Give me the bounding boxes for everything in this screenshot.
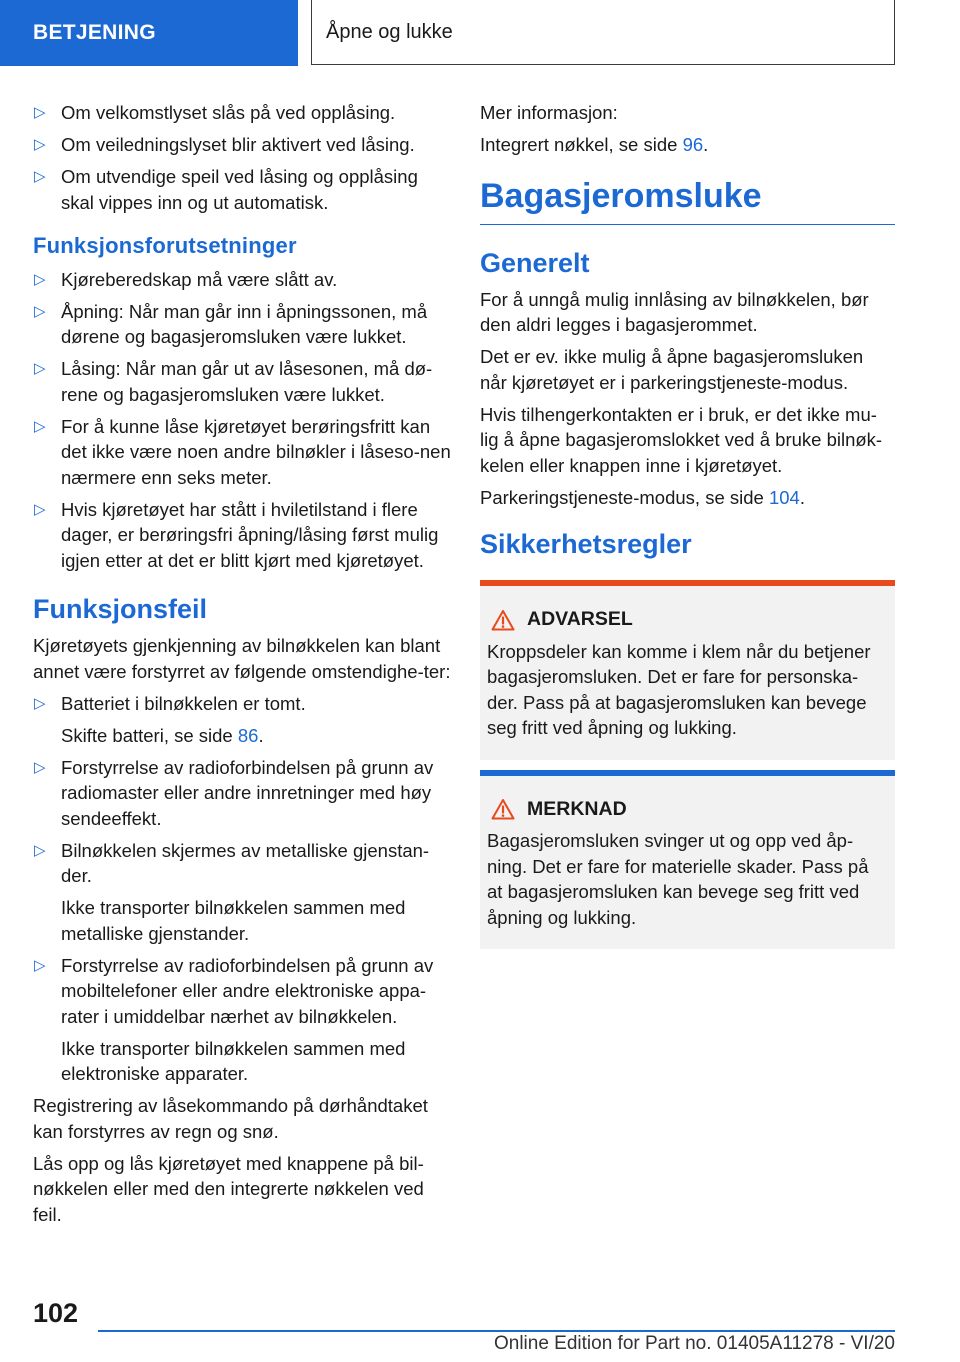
- triangle-bullet-icon: ▷: [34, 758, 46, 776]
- list-item: ▷ Kjøreberedskap må være slått av.: [33, 267, 451, 293]
- cross-reference: Integrert nøkkel, se side 96.: [480, 134, 709, 155]
- intro-list: [33, 100, 451, 215]
- paragraph: Registrering av låsekommando på dørhåndtaket kan forstyrres av regn og snø.: [33, 1095, 428, 1142]
- list-item: ▷ Batteriet i bilnøkkelen er tomt. Skifte batteri, se side 86.: [33, 691, 451, 749]
- triangle-bullet-icon: ▷: [34, 417, 46, 435]
- paragraph: Hvis tilhengerkontakten er i bruk, er det ikke mu‐lig å åpne bagasjeromslokket ved å bruke bilnøk‐kelen eller knappen inne i kjøretøyet.: [480, 403, 883, 476]
- sub-note: Ikke transporter bilnøkkelen sammen med elektroniske apparater.: [61, 1037, 406, 1084]
- warning-triangle-icon: [491, 609, 515, 631]
- notice-text: Bagasjeromsluken svinger ut og opp ved åp‐ning. Det er fare for materielle skader. Pass på at bagasjeromsluken kan bevege seg fritt ved åpning og lukking.: [487, 830, 869, 928]
- list-item: ▷ Om veiledningslyset blir aktivert ved låsing.: [33, 132, 451, 158]
- page-link[interactable]: 86: [237, 724, 259, 746]
- list-item: ▷ Forstyrrelse av radioforbindelsen på grunn av radiomaster eller andre innretninger med høy sendeeffekt.: [34, 756, 434, 829]
- list-item: ▷ Åpning: Når man går inn i åpningssonen, må dørene og bagasjeromsluken være lukket.: [34, 300, 428, 347]
- warning-text: Kroppsdeler kan komme i klem når du betjener bagasjeromsluken. Det er fare for personska‐der. Pass på at bagasjeromsluken kan bevege seg fritt ved åpning og lukking.: [487, 640, 871, 738]
- paragraph: Lås opp og lås kjøretøyet med knappene på bil‐nøkkelen eller med den integrerte nøkkelen ved feil.: [33, 1152, 424, 1225]
- triangle-bullet-icon: ▷: [34, 270, 46, 288]
- malfunction-intro: Kjøretøyets gjenkjenning av bilnøkkelen kan blant annet være forstyrret av følgende omstendighe‐ter:: [33, 635, 451, 682]
- edition-footer: Online Edition for Part no. 01405A11278 - VI/20: [493, 1333, 895, 1354]
- right-column: [480, 100, 895, 959]
- section-heading: Bagasjeromsluke: [480, 174, 895, 225]
- warning-box: [480, 580, 895, 760]
- general-heading: Generelt: [480, 247, 590, 278]
- notice-triangle-icon: [491, 798, 515, 820]
- triangle-bullet-icon: ▷: [34, 136, 46, 153]
- prerequisites-heading: Funksjonsforutsetninger: [33, 233, 297, 258]
- chapter-title: Åpne og lukke: [311, 0, 895, 65]
- safety-heading: Sikkerhetsregler: [480, 529, 692, 559]
- triangle-bullet-icon: ▷: [34, 500, 46, 518]
- malfunction-list: [33, 691, 451, 1087]
- cross-reference: Parkeringstjeneste-modus, se side 104.: [480, 486, 805, 508]
- paragraph: For å unngå mulig innlåsing av bilnøkkelen, bør den aldri legges i bagasjerommet.: [480, 288, 869, 335]
- page-header: [0, 0, 960, 66]
- paragraph: Det er ev. ikke mulig å åpne bagasjeromsluken når kjøretøyet er i parkeringstjeneste-modus.: [480, 346, 864, 393]
- triangle-bullet-icon: ▷: [34, 956, 46, 974]
- list-item: ▷ Om velkomstlyset slås på ved opplåsing.: [33, 100, 451, 126]
- more-info-label: Mer informasjon:: [480, 102, 618, 123]
- page-number: 102: [33, 1298, 79, 1328]
- triangle-bullet-icon: ▷: [34, 694, 46, 712]
- sub-note: Ikke transporter bilnøkkelen sammen med metalliske gjenstander.: [61, 897, 406, 944]
- malfunction-heading: Funksjonsfeil: [33, 594, 208, 624]
- left-column: [33, 100, 451, 1234]
- warning-title: ADVARSEL: [487, 607, 887, 633]
- list-item: ▷ Om utvendige speil ved låsing og opplåsing skal vippes inn og ut automatisk.: [34, 166, 418, 213]
- list-item: ▷ Låsing: Når man går ut av låsesonen, må dø‐rene og bagasjeromsluken være lukket.: [34, 358, 433, 405]
- list-item: ▷ Forstyrrelse av radioforbindelsen på grunn av mobiltelefoner eller andre elektroniske appa‐rater i umiddelbar nærhet av bilnøkkelen. Ikke transporter bilnøkkelen sammen med elektroniske apparater.: [33, 953, 451, 1087]
- notice-box: [480, 770, 895, 950]
- notice-title: MERKNAD: [487, 797, 887, 823]
- list-item: ▷ Hvis kjøretøyet har stått i hviletilstand i flere dager, er berøringsfri åpning/låsing først mulig igjen etter at det er blitt kjørt med kjøretøyet.: [34, 498, 439, 571]
- page-link[interactable]: 104: [768, 486, 800, 508]
- triangle-bullet-icon: ▷: [34, 168, 46, 185]
- list-item: ▷ Bilnøkkelen skjermes av metalliske gjenstan‐der. Ikke transporter bilnøkkelen sammen med metalliske gjenstander.: [33, 838, 451, 947]
- triangle-bullet-icon: ▷: [34, 302, 46, 320]
- page-link[interactable]: 96: [682, 134, 704, 155]
- list-item: ▷ For å kunne låse kjøretøyet berøringsfritt kan det ikke være noen andre bilnøkler i låseso‐nen nærmere enn seks meter.: [34, 415, 451, 488]
- footer-divider: [98, 1330, 895, 1332]
- triangle-bullet-icon: ▷: [34, 104, 46, 121]
- prerequisites-list: [33, 267, 451, 574]
- triangle-bullet-icon: ▷: [34, 360, 46, 377]
- triangle-bullet-icon: ▷: [34, 841, 46, 859]
- sub-note: Skifte batteri, se side 86.: [61, 724, 264, 746]
- section-tab: BETJENING: [0, 0, 298, 66]
